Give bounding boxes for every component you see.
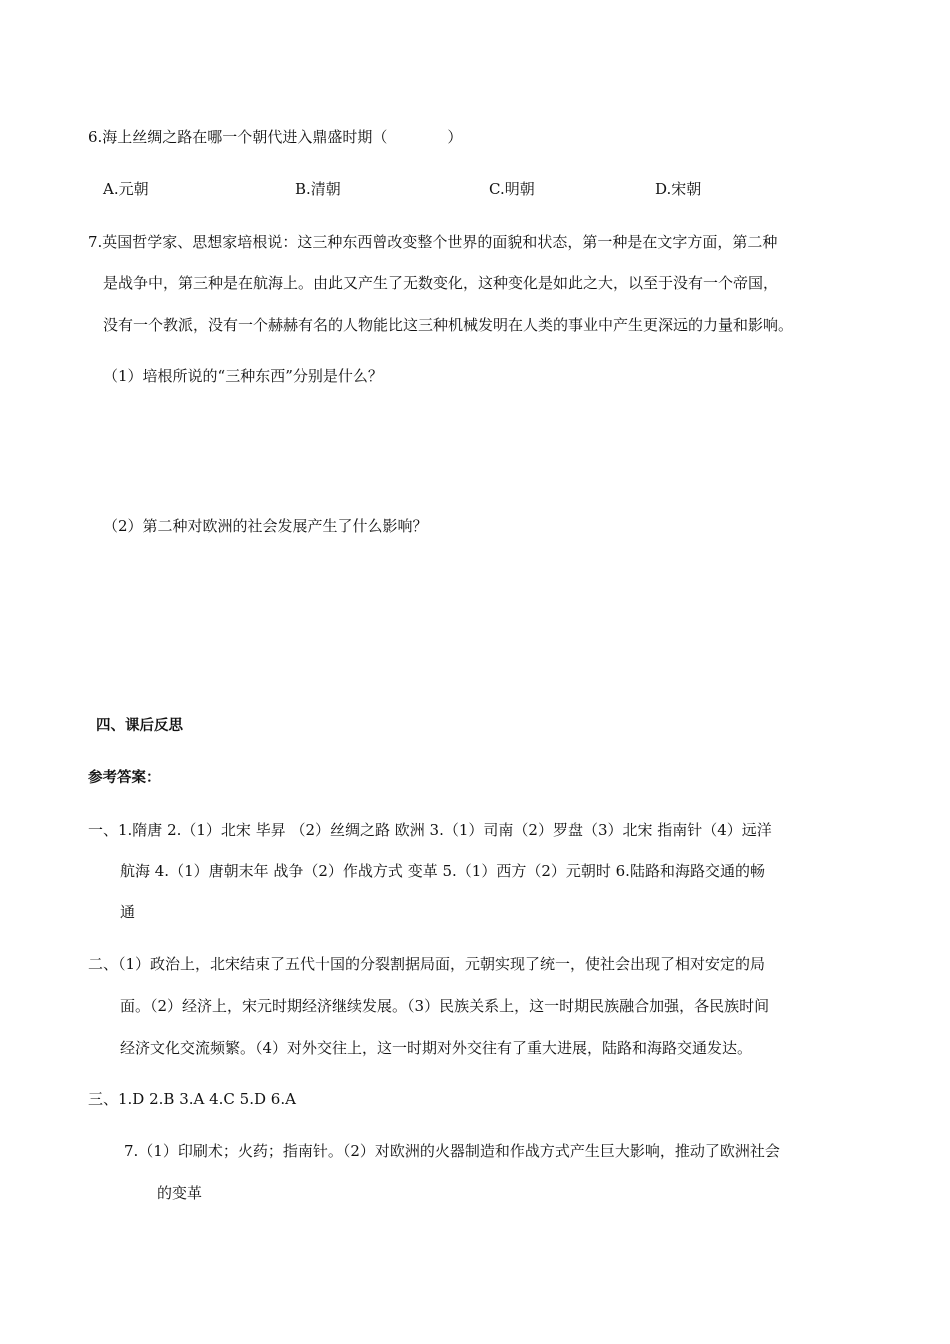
option-d: D.宋朝: [655, 180, 702, 198]
answers-title: 参考答案：: [88, 770, 161, 786]
answer-part1-line-1: 一、1.隋唐 2.（1）北宋 毕昇 （2）丝绸之路 欧洲 3.（1）司南（2）罗盘（3）北宋 指南针（4）远洋: [88, 821, 772, 839]
answer-part1-line-2: 航海 4.（1）唐朝末年 战争（2）作战方式 变革 5.（1）西方（2）元朝时 6.陆路和海路交通的畅: [120, 862, 765, 880]
option-c: C.明朝: [489, 180, 535, 198]
question-7-line-1: 7.英国哲学家、思想家培根说：这三种东西曾改变整个世界的面貌和状态，第一种是在文字方面，第二种: [88, 233, 778, 251]
answer-part2-line-2: 面。（2）经济上，宋元时期经济继续发展。（3）民族关系上，这一时期民族融合加强，各民族时间: [120, 997, 770, 1015]
question-7-line-2: 是战争中，第三种是在航海上。由此又产生了无数变化，这种变化是如此之大，以至于没有一个帝国，: [103, 274, 779, 292]
answer-part3: 三、1.D 2.B 3.A 4.C 5.D 6.A: [88, 1090, 296, 1108]
option-a: A.元朝: [103, 180, 149, 198]
question-6-stem: 6.海上丝绸之路在哪一个朝代进入鼎盛时期（ ）: [88, 128, 463, 146]
answer-part2-line-3: 经济文化交流频繁。（4）对外交往上，这一时期对外交往有了重大进展，陆路和海路交通发达。: [120, 1039, 753, 1057]
section-4-title: 四、课后反思: [96, 718, 183, 734]
answer-part2-line-1: 二、（1）政治上，北宋结束了五代十国的分裂割据局面，元朝实现了统一，使社会出现了相对安定的局: [88, 955, 766, 973]
answer-part3-q7-line-1: 7.（1）印刷术；火药；指南针。（2）对欧洲的火器制造和作战方式产生巨大影响，推动了欧洲社会: [124, 1142, 780, 1160]
question-7-sub-1: （1）培根所说的“三种东西”分别是什么？: [103, 367, 383, 385]
question-7-line-3: 没有一个教派，没有一个赫赫有名的人物能比这三种机械发明在人类的事业中产生更深远的力量和影响。: [103, 316, 794, 334]
option-b: B.清朝: [295, 180, 341, 198]
answer-part3-q7-line-2: 的变革: [157, 1184, 203, 1202]
question-7-sub-2: （2）第二种对欧洲的社会发展产生了什么影响？: [103, 517, 428, 535]
answer-part1-line-3: 通: [120, 903, 136, 921]
